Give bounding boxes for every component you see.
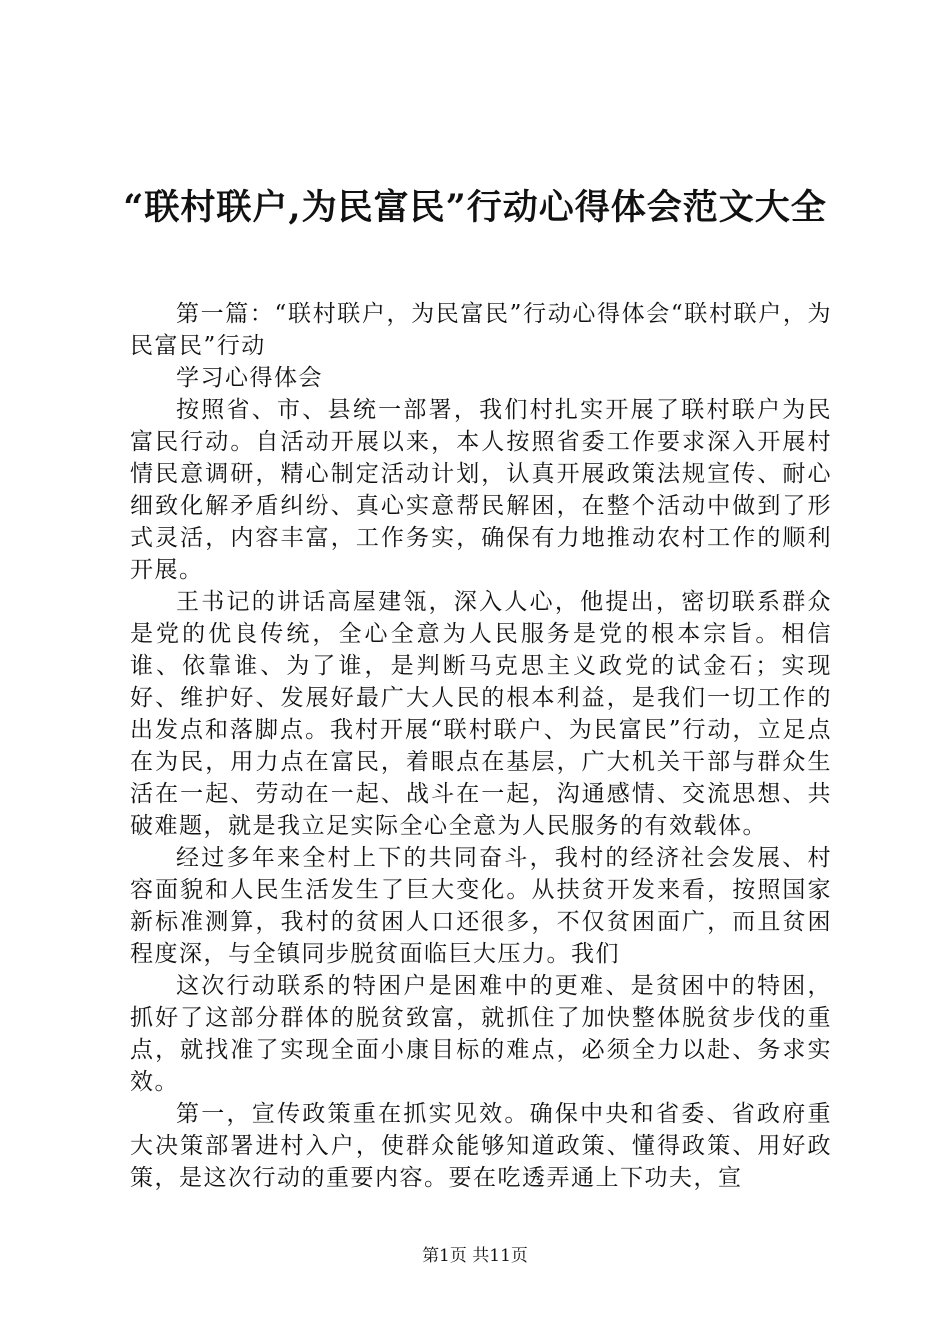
paragraph: 王书记的讲话高屋建瓴，深入人心，他提出，密切联系群众是党的优良传统，全心全意为人民服务是党的根本宗旨。相信谁、依靠谁、为了谁，是判断马克思主义政党的试金石；实现好、维护好、发展好最广大人民的根本利益，是我们一切工作的出发点和落脚点。我村开展“联村联户、为民富民”行动，立足点在为民，用力点在富民，着眼点在基层，广大机关干部与群众生活在一起、劳动在一起、战斗在一起，沟通感情、交流思想、共破难题，就是我立足实际全心全意为人民服务的有效载体。 [130, 589, 832, 839]
paragraph: 第一，宣传政策重在抓实见效。确保中央和省委、省政府重大决策部署进村入户，使群众能够知道政策、懂得政策、用好政策，是这次行动的重要内容。要在吃透弄通上下功夫，宣 [130, 1101, 832, 1191]
paragraph-subheading: 学习心得体会 [176, 365, 323, 391]
document-body [130, 298, 832, 1194]
paragraph: 经过多年来全村上下的共同奋斗，我村的经济社会发展、村容面貌和人民生活发生了巨大变化。从扶贫开发来看，按照国家新标准测算，我村的贫困人口还很多，不仅贫困面广，而且贫困程度深，与全镇同步脱贫面临巨大压力。我们 [130, 845, 832, 967]
page-number-footer: 第1页 共11页 [422, 1246, 528, 1266]
document-title: “联村联户,为民富民”行动心得体会范文大全 [123, 187, 827, 228]
paragraph: 按照省、市、县统一部署，我们村扎实开展了联村联户为民富民行动。自活动开展以来，本人按照省委工作要求深入开展村情民意调研，精心制定活动计划，认真开展政策法规宣传、耐心细致化解矛盾纠纷、真心实意帮民解困，在整个活动中做到了形式灵活，内容丰富，工作务实，确保有力地推动农村工作的顺利开展。 [130, 397, 832, 583]
paragraph-heading: 第一篇：“联村联户，为民富民”行动心得体会“联村联户，为民富民”行动 [130, 301, 832, 359]
paragraph: 这次行动联系的特困户是困难中的更难、是贫困中的特困，抓好了这部分群体的脱贫致富，就抓住了加快整体脱贫步伐的重点，就找准了实现全面小康目标的难点，必须全力以赴、务求实效。 [130, 973, 832, 1095]
